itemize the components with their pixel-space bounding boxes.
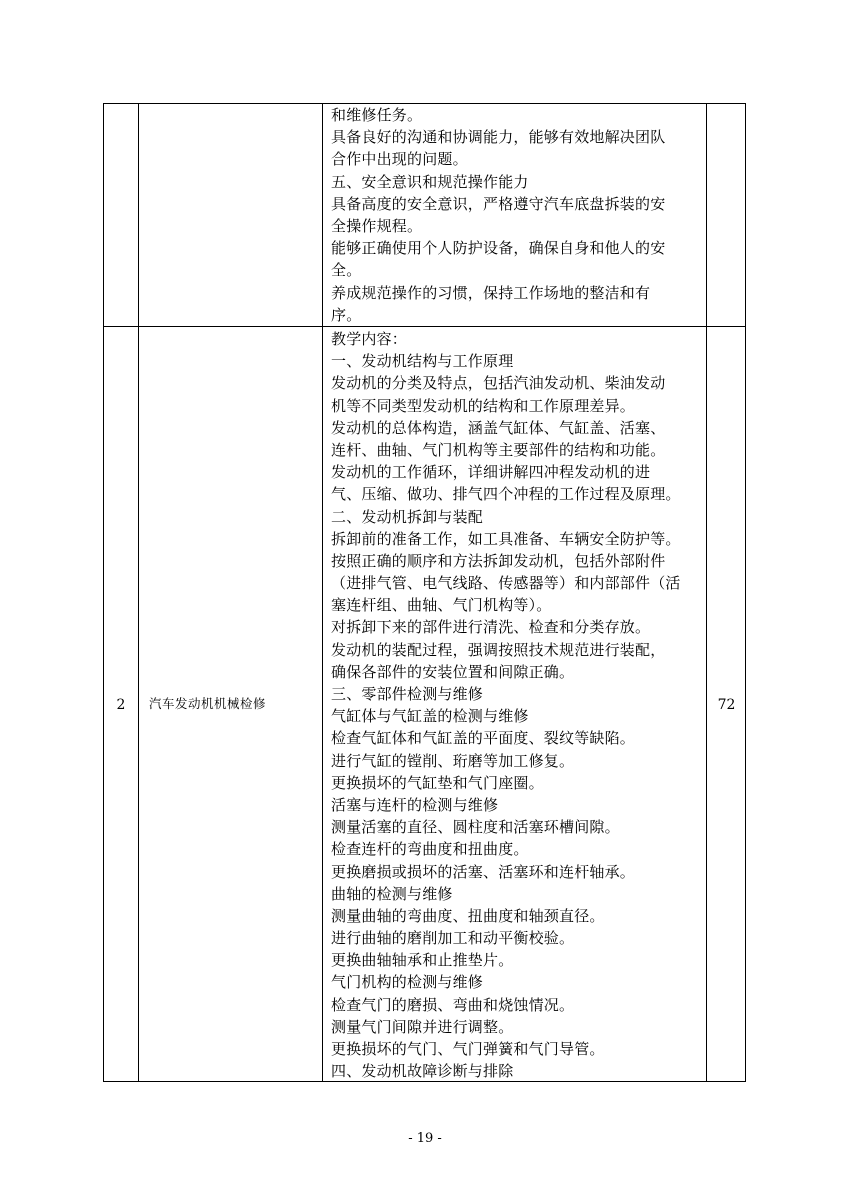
content-line: 连杆、曲轴、气门机构等主要部件的结构和功能。 bbox=[331, 440, 666, 459]
content-line: 气门机构的检测与维修 bbox=[331, 973, 484, 992]
content-line: 发动机的总体构造，涵盖气缸体、气缸盖、活塞、 bbox=[331, 418, 666, 437]
content-line: 三、零部件检测与维修 bbox=[331, 685, 484, 703]
content-line: 检查气缸体和气缸盖的平面度、裂纹等缺陷。 bbox=[331, 729, 636, 748]
row2-content-cell bbox=[331, 328, 706, 1082]
content-line: 进行气缸的镗削、珩磨等加工修复。 bbox=[331, 751, 575, 770]
content-line: 发动机的装配过程，强调按照技术规范进行装配， bbox=[331, 640, 666, 659]
column-divider bbox=[138, 104, 139, 1081]
class-hours: 72 bbox=[717, 696, 736, 713]
content-line: 机等不同类型发动机的结构和工作原理差异。 bbox=[331, 396, 636, 415]
content-line: 能够正确使用个人防护设备，确保自身和他人的安 bbox=[331, 239, 666, 258]
row2-hours-cell bbox=[706, 326, 747, 1083]
row-number: 2 bbox=[116, 696, 126, 713]
content-line: 测量活塞的直径、圆柱度和活塞环槽间隙。 bbox=[331, 818, 620, 837]
content-line: 教学内容： bbox=[331, 330, 408, 348]
curriculum-table bbox=[103, 103, 746, 1082]
row1-content-cell bbox=[331, 104, 706, 326]
content-line: 拆卸前的准备工作，如工具准备、车辆安全防护等。 bbox=[331, 529, 681, 548]
content-line: 更换损坏的气缸垫和气门座圈。 bbox=[331, 773, 544, 792]
row-divider bbox=[104, 326, 745, 327]
content-line: 活塞与连杆的检测与维修 bbox=[331, 795, 499, 814]
content-line: 检查气门的磨损、弯曲和烧蚀情况。 bbox=[331, 995, 575, 1014]
content-line: 气、压缩、做功、排气四个冲程的工作过程及原理。 bbox=[331, 485, 681, 504]
content-line: 序。 bbox=[331, 305, 362, 324]
content-line: 塞连杆组、曲轴、气门机构等）。 bbox=[331, 596, 552, 615]
content-line: 检查连杆的弯曲度和扭曲度。 bbox=[331, 840, 529, 859]
content-line: 确保各部件的安装位置和间隙正确。 bbox=[331, 662, 575, 681]
content-line: 具备良好的沟通和协调能力，能够有效地解决团队 bbox=[331, 128, 666, 147]
course-name: 汽车发动机机械检修 bbox=[149, 696, 267, 711]
content-line: 五、安全意识和规范操作能力 bbox=[331, 172, 529, 191]
content-line: 测量曲轴的弯曲度、扭曲度和轴颈直径。 bbox=[331, 906, 605, 925]
content-line: 四、发动机故障诊断与排除 bbox=[331, 1062, 514, 1081]
content-line: 二、发动机拆卸与装配 bbox=[331, 507, 484, 526]
content-line: 更换损坏的气门、气门弹簧和气门导管。 bbox=[331, 1040, 605, 1058]
content-line: 曲轴的检测与维修 bbox=[331, 884, 453, 903]
content-line: 按照正确的顺序和方法拆卸发动机，包括外部附件 bbox=[331, 551, 666, 570]
content-line: 具备高度的安全意识，严格遵守汽车底盘拆装的安 bbox=[331, 194, 666, 213]
column-divider bbox=[322, 104, 323, 1081]
content-line: 发动机的工作循环，详细讲解四冲程发动机的进 bbox=[331, 463, 651, 482]
row2-number-cell bbox=[104, 326, 138, 1083]
content-line: 测量气门间隙并进行调整。 bbox=[331, 1017, 514, 1036]
content-line: 和维修任务。 bbox=[331, 106, 423, 124]
content-line: 发动机的分类及特点，包括汽油发动机、柴油发动 bbox=[331, 374, 666, 393]
page-number: - 19 - bbox=[408, 1131, 442, 1146]
content-line: 一、发动机结构与工作原理 bbox=[331, 352, 514, 371]
content-line: 合作中出现的问题。 bbox=[331, 150, 468, 169]
content-line: 气缸体与气缸盖的检测与维修 bbox=[331, 707, 529, 726]
content-line: 全操作规程。 bbox=[331, 216, 423, 235]
content-line: 对拆卸下来的部件进行清洗、检查和分类存放。 bbox=[331, 618, 651, 637]
content-line: 更换磨损或损坏的活塞、活塞环和连杆轴承。 bbox=[331, 862, 636, 881]
content-line: （进排气管、电气线路、传感器等）和内部部件（活 bbox=[331, 574, 681, 593]
content-line: 更换曲轴轴承和止推垫片。 bbox=[331, 951, 514, 970]
content-line: 全。 bbox=[331, 261, 362, 280]
content-line: 进行曲轴的磨削加工和动平衡校验。 bbox=[331, 929, 575, 948]
content-line: 养成规范操作的习惯，保持工作场地的整洁和有 bbox=[331, 283, 651, 302]
